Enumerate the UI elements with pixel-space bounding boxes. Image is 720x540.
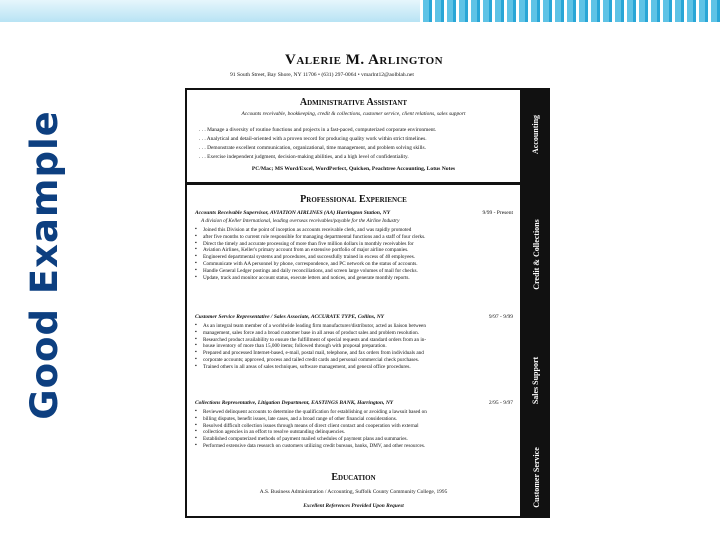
sidebar-label-credit: Credit & Collections <box>531 218 541 290</box>
sidebar-label-customer: Customer Service <box>531 447 541 508</box>
resume-page <box>185 40 550 520</box>
admin-skills: PC/Mac; MS Word/Excel, WordPerfect, Quicken, Peachtree Accounting, Lotus Notes <box>251 166 456 172</box>
list-item: ▪ Update, track and monitor account status, execute letters and notices, and generate monthly reports. <box>195 275 510 282</box>
job-3-dates: 2/95 - 9/97 <box>488 400 513 406</box>
list-item: ▪ As an integral team member of a worldwide leading firm manufacturer/distributor, acted as liaison between <box>195 323 510 330</box>
top-banner <box>0 0 720 40</box>
admin-line: . . . Manage a diversity of routine functions and projects in a fast-paced, computerized corporate environment. <box>199 127 437 133</box>
list-item: ▪ house inventory of more than 15,000 items; followed through with proposal preparation. <box>195 343 510 350</box>
job-1-description: A division of Keller International, leading overseas receivables/payable for the Airline Industry <box>201 218 400 224</box>
experience-heading: Professional Experience <box>300 194 407 205</box>
list-item: ▪ Direct the timely and accurate processing of more than five million dollars in monthly receivables for <box>195 241 510 248</box>
list-item: ▪ Prepared and processed Internet-based, e-mail, postal mail, telephone, and fax orders from individuals and <box>195 350 510 357</box>
education-line: A.S. Business Administration / Accounting, Suffolk County Community College, 1995 <box>259 489 448 495</box>
list-item: ▪ Joined this Division at the point of inception as accounts receivable clerk, and was rapidly promoted <box>195 227 510 234</box>
admin-line: . . . Demonstrate excellent communication, organizational, time management, and problem solving skills. <box>199 145 426 151</box>
list-item: ▪ Resolved difficult collection issues through means of direct client contact and cooperation with external <box>195 423 510 430</box>
sidebar-label-accounting: Accounting <box>531 114 541 154</box>
job-2-bullets <box>195 323 510 371</box>
resume-contact: 91 South Street, Bay Shore, NY 11706 • (631) 297-0064 • vmarlnt12@aolblah.net <box>230 72 414 78</box>
sidebar-label-sales: Sales Support <box>531 356 541 405</box>
list-item: ▪ Performed extensive data research on customers utilizing credit bureaus, banks, DMV, and other resources. <box>195 443 510 450</box>
admin-heading: Administrative Assistant <box>299 97 408 108</box>
list-item: ▪ Communicate with AA personnel by phone, correspondence, and PC network on the status of accounts. <box>195 261 510 268</box>
list-item: ▪ after five months to current role responsible for managing departmental functions and a staff of four clerks. <box>195 234 510 241</box>
job-3-bullets <box>195 409 510 450</box>
job-2-dates: 9/97 - 9/99 <box>488 314 513 320</box>
job-3-title: Collections Representative, Litigation Department, EASTINGS BANK, Harrington, NY <box>195 400 394 406</box>
job-3-header <box>195 400 513 406</box>
job-1-title: Accounts Receivable Supervisor, AVIATION AIRLINES (AA) Harrington Station, NY <box>195 210 391 216</box>
slide-title: Good Example <box>23 110 66 420</box>
admin-tags: Accounts receivable, bookkeeping, credit & collections, customer service, client relations, sales support <box>241 111 466 117</box>
admin-line: . . . Exercise independent judgment, decision-making abilities, and a high level of confidentiality. <box>199 154 409 160</box>
list-item: ▪ collection agencies in an effort to resolve outstanding delinquencies. <box>195 429 510 436</box>
section-divider <box>187 182 520 185</box>
list-item: ▪ management, sales force and a broad customer base in all areas of product sales and problem resolution. <box>195 330 510 337</box>
job-2-header <box>195 314 513 320</box>
list-item: ▪ billing disputes, benefit issues, late cases, and a broad range of other financial considerations. <box>195 416 510 423</box>
list-item: ▪ Trained others in all areas of sales techniques, software management, and general office procedures. <box>195 364 510 371</box>
list-item: ▪ Engineered departmental systems and procedures, and successfully trained in excess of 40 employees. <box>195 254 510 261</box>
list-item: ▪ Aviation Airlines, Keller's primary account from an extensive portfolio of major airline companies. <box>195 247 510 254</box>
resume-frame <box>185 88 522 518</box>
job-1-dates: 9/99 - Present <box>482 210 513 216</box>
admin-line: . . . Analytical and detail-oriented with a proven record for producing quality work within strict timelines. <box>199 136 427 142</box>
list-item: ▪ Handle General Ledger postings and daily reconciliations, and screen large volumes of mail for checks. <box>195 268 510 275</box>
list-item: ▪ Researched product availability to ensure the fulfillment of special requests and standard orders from an in- <box>195 337 510 344</box>
references-line: Excellent References Provided Upon Request <box>303 503 404 509</box>
resume-name: Valerie M. Arlington <box>285 52 444 68</box>
job-1-bullets <box>195 227 510 281</box>
resume-sidebar <box>522 88 550 518</box>
job-1-header <box>195 210 513 216</box>
list-item: ▪ Established computerized methods of payment mailed schedules of payment plans and summaries. <box>195 436 510 443</box>
list-item: ▪ Reviewed delinquent accounts to determine the qualification for establishing or avoiding a lawsuit based on <box>195 409 510 416</box>
education-heading: Education <box>331 472 376 483</box>
job-2-title: Customer Service Representative / Sales Associate, ACCURATE TYPE, Collins, NY <box>195 314 385 320</box>
list-item: ▪ corporate accounts; approved, process and tailed credit cards and personal commercial check purchases. <box>195 357 510 364</box>
